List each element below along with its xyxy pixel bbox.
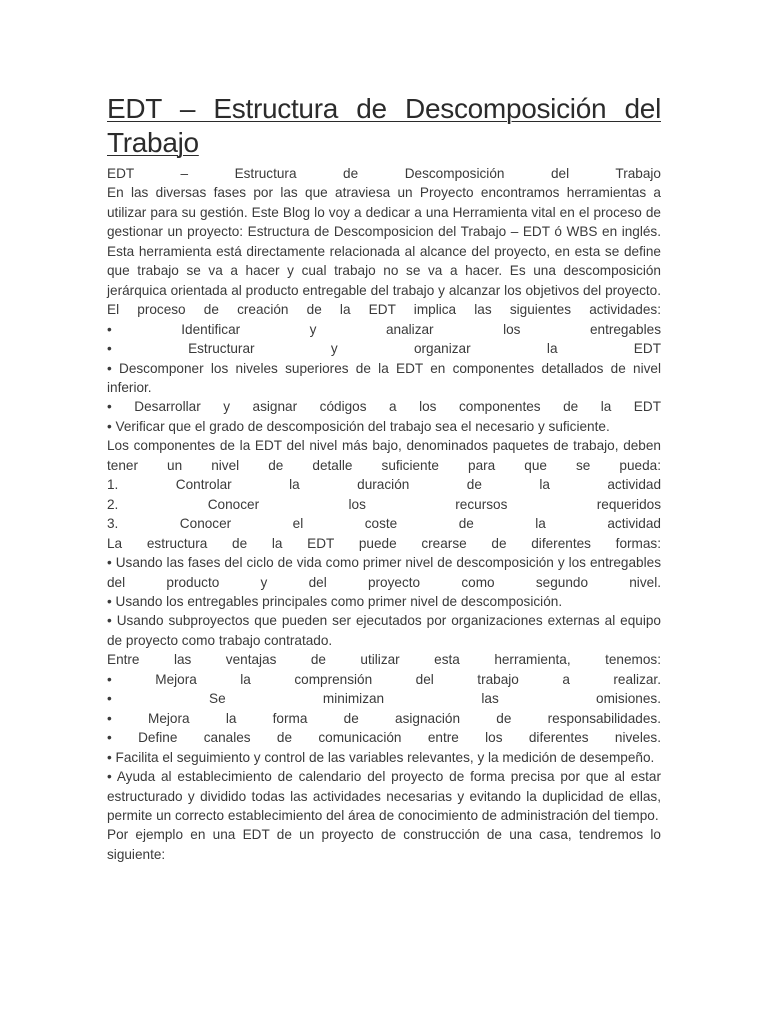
list-item: • Mejora la forma de asignación de responsabilidades. bbox=[107, 710, 661, 726]
paragraph: EDT – Estructura de Descomposición del Trabajo bbox=[107, 166, 661, 181]
list-item: 1. Controlar la duración de la actividad bbox=[107, 477, 661, 493]
list-item: • Se minimizan las omisiones. bbox=[107, 691, 661, 707]
title-line-1: EDT – Estructura de Descomposición del bbox=[107, 93, 661, 124]
list-item: • Identificar y analizar los entregables bbox=[107, 321, 661, 337]
paragraph: Los componentes de la EDT del nivel más bajo, denominados paquetes de trabajo, deben tener un nivel de detalle suficiente para que se pueda: bbox=[107, 438, 661, 473]
list-item: • Usando los entregables principales como primer nivel de descomposición. bbox=[107, 593, 563, 609]
document-body bbox=[107, 164, 661, 864]
title-line-2: Trabajo bbox=[107, 127, 199, 158]
list-item: • Usando las fases del ciclo de vida como primer nivel de descomposición y los entregables del producto y del proyecto como segundo nivel. bbox=[107, 555, 661, 590]
list-item: • Define canales de comunicación entre los diferentes niveles. bbox=[107, 730, 661, 746]
paragraph: Entre las ventajas de utilizar esta herramienta, tenemos: bbox=[107, 652, 661, 668]
list-item: • Verificar que el grado de descomposición del trabajo sea el necesario y suficiente. bbox=[107, 418, 610, 434]
paragraph: En las diversas fases por las que atraviesa un Proyecto encontramos herramientas a utilizar para su gestión. Este Blog lo voy a dedicar a una Herramienta vital en el proceso de gestionar un proyecto: Estructura de Descomposicion del Trabajo – EDT ó WBS en inglés. Esta herramienta está directamente relacionada al alcance del proyecto, en esta se define que trabajo se va a hacer y cual trabajo no se va a hacer. Es una descomposición jerárquica orientada al producto entregable del trabajo y alcanzar los objetivos del proyecto. bbox=[107, 185, 661, 298]
list-item: • Descomponer los niveles superiores de la EDT en componentes detallados de nivel inferior. bbox=[107, 360, 661, 395]
list-item: • Desarrollar y asignar códigos a los componentes de la EDT bbox=[107, 399, 661, 415]
list-item: • Estructurar y organizar la EDT bbox=[107, 341, 661, 357]
list-item: • Usando subproyectos que pueden ser ejecutados por organizaciones externas al equipo de proyecto como trabajo contratado. bbox=[107, 613, 661, 648]
list-item: • Facilita el seguimiento y control de las variables relevantes, y la medición de desempeño. bbox=[107, 749, 655, 765]
document-title bbox=[107, 92, 661, 160]
paragraph: La estructura de la EDT puede crearse de diferentes formas: bbox=[107, 535, 661, 551]
paragraph: Por ejemplo en una EDT de un proyecto de construcción de una casa, tendremos lo siguiente: bbox=[107, 827, 661, 862]
document-page bbox=[107, 92, 661, 864]
list-item: • Mejora la comprensión del trabajo a realizar. bbox=[107, 671, 661, 687]
list-item: • Ayuda al establecimiento de calendario del proyecto de forma precisa por que al estar estructurado y dividido todas las actividades necesarias y evitando la duplicidad de ellas, permite un correcto establecimiento del área de conocimiento de administración del tiempo. bbox=[107, 769, 661, 823]
list-item: 2. Conocer los recursos requeridos bbox=[107, 496, 661, 512]
paragraph: El proceso de creación de la EDT implica las siguientes actividades: bbox=[107, 302, 661, 318]
list-item: 3. Conocer el coste de la actividad bbox=[107, 516, 661, 532]
